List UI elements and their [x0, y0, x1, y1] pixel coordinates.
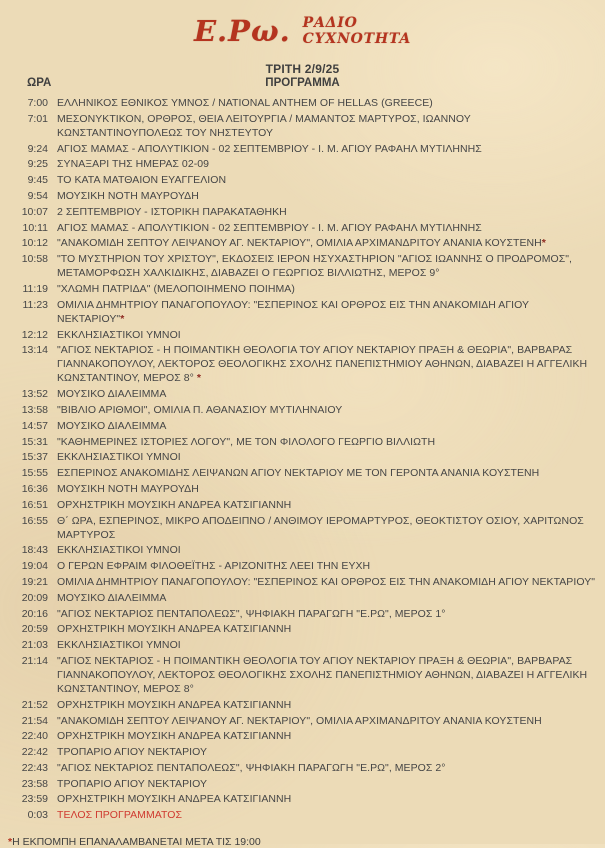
schedule-entry — [0, 792, 599, 806]
entry-description — [57, 173, 226, 187]
entry-time: 10:07 — [21, 205, 48, 218]
entry-description — [57, 808, 182, 822]
entry-time: 23:58 — [21, 777, 48, 790]
footnote-asterisk: * — [8, 836, 13, 848]
entry-text: ΣΥΝΑΞΑΡΙ ΤΗΣ ΗΜΕΡΑΣ 02-09 — [57, 158, 210, 171]
entry-text: "ΑΓΙΟΣ ΝΕΚΤΑΡΙΟΣ - Η ΠΟΙΜΑΝΤΙΚΗ ΘΕΟΛΟΓΙΑ ΤΟΥ ΑΓΙΟΥ ΝΕΚΤΑΡΙΟΥ ΠΡΑΞΗ & ΘΕΩΡΙΑ", ΒΑΡΒΑΡΑΣ ΓΙΑΝΝΑΚΟΠΟΥΛΟΥ, ΛΕΚΤΟΡΟΣ ΘΕΟΛΟΓΙΚΗΣ ΣΧΟΛΗΣ ΠΑΝΕΠΙΣΤΗΜΙΟΥ ΑΘΗΝΩΝ, ΔΙΑΒΑΖΕΙ Η ΑΓΓΕΛΙΚΗ ΚΩΝΣΤΑΝΤΙΝΟΥ, ΜΕΡΟΣ 8° — [57, 654, 588, 695]
entry-time: 22:42 — [21, 746, 48, 759]
schedule-entry — [0, 575, 599, 589]
schedule-entry — [0, 205, 599, 219]
schedule-entry — [0, 112, 599, 140]
entry-time: 22:40 — [21, 730, 48, 743]
schedule-entry — [0, 559, 599, 573]
entry-text: ΤΟ ΚΑΤΑ ΜΑΤΘΑΙΟΝ ΕΥΑΓΓΕΛΙΟΝ — [57, 174, 227, 187]
entry-description — [57, 157, 209, 171]
entry-description — [57, 189, 199, 203]
schedule-entry — [0, 543, 599, 557]
entry-time: 10:58 — [21, 253, 48, 266]
schedule-entry — [0, 142, 599, 156]
schedule-entry — [0, 252, 599, 280]
schedule-entry — [0, 387, 599, 401]
entry-text: ΜΕΣΟΝΥΚΤΙΚΟΝ, ΟΡΘΡΟΣ, ΘΕΙΑ ΛΕΙΤΟΥΡΓΙΑ / ΜΑΜΑΝΤΟΣ ΜΑΡΤΥΡΟΣ, ΙΩΑΝΝΟΥ ΚΩΝΣΤΑΝΤΙΝΟΥΠΟΛΕΩΣ ΤΟΥ ΝΗΣΤΕΥΤΟΥ — [57, 112, 471, 139]
entry-description — [57, 403, 342, 417]
station-name-line2: CYXNOTHTA — [302, 31, 412, 47]
entry-description — [57, 328, 181, 342]
entry-text: "ΧΛΩΜΗ ΠΑΤΡΙΔΑ" (ΜΕΛΟΠΟΙΗΜΕΝΟ ΠΟΙΗΜΑ) — [57, 282, 295, 295]
entry-time: 23:59 — [21, 793, 48, 806]
entry-time: 13:14 — [21, 344, 48, 357]
entry-text: Ο ΓΕΡΩΝ ΕΦΡΑΙΜ ΦΙΛΟΘΕΪΤΗΣ - ΑΡΙΖΟΝΙΤΗΣ ΛΕΕΙ ΤΗΝ ΕΥΧΗ — [57, 560, 371, 573]
entry-text: ΑΓΙΟΣ ΜΑΜΑΣ - ΑΠΟΛΥΤΙΚΙΟΝ - 02 ΣΕΠΤΕΜΒΡΙΟΥ - Ι. Μ. ΑΓΙΟΥ ΡΑΦΑΗΛ ΜΥΤΙΛΗΝΗΣ — [57, 221, 482, 234]
schedule-entry — [0, 173, 599, 187]
entry-description — [57, 142, 482, 156]
repeat-footnote — [8, 836, 605, 848]
entry-description — [57, 466, 539, 480]
entry-time: 21:54 — [21, 714, 48, 727]
entry-time: 15:37 — [21, 451, 48, 464]
entry-description — [57, 498, 291, 512]
program-date: ΤΡΙΤΗ 2/9/25 — [265, 62, 340, 76]
entry-time: 13:58 — [21, 403, 48, 416]
entry-text: ΤΡΟΠΑΡΙΟ ΑΓΙΟΥ ΝΕΚΤΑΡΙΟΥ — [57, 746, 208, 759]
entry-time: 15:31 — [21, 435, 48, 448]
station-name-line1: ΡΑΔΙΟ — [302, 15, 358, 31]
entry-time: 16:51 — [21, 498, 48, 511]
entry-description — [57, 792, 291, 806]
entry-text: ΟΡΧΗΣΤΡΙΚΗ ΜΟΥΣΙΚΗ ΑΝΔΡΕΑ ΚΑΤΣΙΓΙΑΝΝΗ — [57, 623, 292, 636]
entry-asterisk: * — [541, 237, 546, 250]
columns-header — [0, 77, 605, 93]
entry-time: 19:21 — [21, 575, 48, 588]
schedule-entry — [0, 638, 599, 652]
entry-text: "ΤΟ ΜΥΣΤΗΡΙΟΝ ΤΟΥ ΧΡΙΣΤΟΥ", ΕΚΔΟΣΕΙΣ ΙΕΡΟΝ ΗΣΥΧΑΣΤΗΡΙΟΝ "ΑΓΙΟΣ ΙΩΑΝΝΗΣ Ο ΠΡΟΔΡΟΜΟΣ", ΜΕΤΑΜΟΡΦΩΣΗ ΧΑΛΚΙΔΙΚΗΣ, ΔΙΑΒΑΖΕΙ Ο ΓΕΩΡΓΙΟΣ ΒΙΛΛΙΩΤΗΣ, ΜΕΡΟΣ 9° — [57, 253, 573, 280]
entry-text: ΜΟΥΣΙΚΗ ΝΟΤΗ ΜΑΥΡΟΥΔΗ — [57, 482, 199, 495]
entry-description — [57, 543, 181, 557]
entry-description — [57, 450, 181, 464]
entry-time: 12:12 — [21, 328, 48, 341]
entry-description — [57, 638, 181, 652]
entry-text: ΜΟΥΣΙΚΗ ΝΟΤΗ ΜΑΥΡΟΥΔΗ — [57, 189, 199, 202]
entry-time: 20:09 — [21, 591, 48, 604]
entry-text: ΕΣΠΕΡΙΝΟΣ ΑΝΑΚΟΜΙΔΗΣ ΛΕΙΨΑΝΩΝ ΑΓΙΟΥ ΝΕΚΤΑΡΙΟΥ ΜΕ ΤΟΝ ΓΕΡΟΝΤΑ ΑΝΑΝΙΑ ΚΟΥΣΤΕΝΗ — [57, 467, 540, 480]
schedule-entry — [0, 189, 599, 203]
station-logo-script: Ε.Ρω. — [193, 14, 291, 48]
entry-time: 14:57 — [21, 419, 48, 432]
schedule-entry — [0, 466, 599, 480]
entry-text: ΟΜΙΛΙΑ ΔΗΜΗΤΡΙΟΥ ΠΑΝΑΓΟΠΟΥΛΟΥ: "ΕΣΠΕΡΙΝΟΣ ΚΑΙ ΟΡΘΡΟΣ ΕΙΣ ΤΗΝ ΑΝΑΚΟΜΙΔΗ ΑΓΙΟΥ ΝΕΚΤΑΡΙΟΥ" — [57, 575, 596, 588]
entry-text: "ΑΝΑΚΟΜΙΔΗ ΣΕΠΤΟΥ ΛΕΙΨΑΝΟΥ ΑΓ. ΝΕΚΤΑΡΙΟΥ", ΟΜΙΛΙΑ ΑΡΧΙΜΑΝΔΡΙΤΟΥ ΑΝΑΝΙΑ ΚΟΥΣΤΕΝΗ — [57, 237, 542, 250]
entry-time: 0:03 — [27, 809, 48, 822]
entry-description — [57, 575, 595, 589]
schedule-list — [0, 96, 605, 822]
entry-description — [57, 236, 546, 250]
schedule-entry — [0, 221, 599, 235]
entry-time: 19:04 — [21, 560, 48, 573]
entry-text: "ΑΝΑΚΟΜΙΔΗ ΣΕΠΤΟΥ ΛΕΙΨΑΝΟΥ ΑΓ. ΝΕΚΤΑΡΙΟΥ", ΟΜΙΛΙΑ ΑΡΧΙΜΑΝΔΡΙΤΟΥ ΑΝΑΝΙΑ ΚΟΥΣΤΕΝΗ — [57, 714, 542, 727]
schedule-entry — [0, 698, 599, 712]
entry-description — [57, 729, 291, 743]
entry-description — [57, 205, 287, 219]
entry-text: ΟΡΧΗΣΤΡΙΚΗ ΜΟΥΣΙΚΗ ΑΝΔΡΕΑ ΚΑΤΣΙΓΙΑΝΝΗ — [57, 698, 292, 711]
entry-text: ΕΚΚΛΗΣΙΑΣΤΙΚΟΙ ΥΜΝΟΙ — [57, 544, 181, 557]
entry-time: 9:54 — [27, 189, 48, 202]
schedule-entry — [0, 157, 599, 171]
station-logo — [0, 12, 605, 58]
schedule-entry — [0, 622, 599, 636]
entry-text: ΜΟΥΣΙΚΟ ΔΙΑΛΕΙΜΜΑ — [57, 388, 167, 401]
entry-description — [57, 96, 433, 110]
entry-time: 21:03 — [21, 639, 48, 652]
entry-description — [57, 435, 435, 449]
entry-time: 20:59 — [21, 623, 48, 636]
schedule-entry — [0, 236, 599, 250]
entry-description — [57, 622, 291, 636]
entry-text: "ΑΓΙΟΣ ΝΕΚΤΑΡΙΟΣ ΠΕΝΤΑΠΟΛΕΩΣ", ΨΗΦΙΑΚΗ ΠΑΡΑΓΩΓΗ "Ε.ΡΩ", ΜΕΡΟΣ 1° — [57, 607, 446, 620]
entry-time: 7:01 — [27, 112, 48, 125]
entry-text: ΟΡΧΗΣΤΡΙΚΗ ΜΟΥΣΙΚΗ ΑΝΔΡΕΑ ΚΑΤΣΙΓΙΑΝΝΗ — [57, 793, 292, 806]
entry-description — [57, 112, 599, 140]
schedule-entry — [0, 419, 599, 433]
entry-text: "ΑΓΙΟΣ ΝΕΚΤΑΡΙΟΣ ΠΕΝΤΑΠΟΛΕΩΣ", ΨΗΦΙΑΚΗ ΠΑΡΑΓΩΓΗ "Ε.ΡΩ", ΜΕΡΟΣ 2° — [57, 761, 446, 774]
schedule-entry — [0, 343, 599, 385]
schedule-entry — [0, 808, 599, 822]
entry-description — [57, 482, 199, 496]
schedule-entry — [0, 607, 599, 621]
hour-column-header: ΩΡΑ — [27, 77, 52, 89]
entry-text: "ΑΓΙΟΣ ΝΕΚΤΑΡΙΟΣ - Η ΠΟΙΜΑΝΤΙΚΗ ΘΕΟΛΟΓΙΑ ΤΟΥ ΑΓΙΟΥ ΝΕΚΤΑΡΙΟΥ ΠΡΑΞΗ & ΘΕΩΡΙΑ", ΒΑΡΒΑΡΑΣ ΓΙΑΝΝΑΚΟΠΟΥΛΟΥ, ΛΕΚΤΟΡΟΣ ΘΕΟΛΟΓΙΚΗΣ ΣΧΟΛΗΣ ΠΑΝΕΠΙΣΤΗΜΙΟΥ ΑΘΗΝΩΝ, ΔΙΑΒΑΖΕΙ Η ΑΓΓΕΛΙΚΗ ΚΩΝΣΤΑΝΤΙΝΟΥ, ΜΕΡΟΣ 8° — [57, 344, 588, 385]
entry-description — [57, 252, 599, 280]
entry-text: ΟΡΧΗΣΤΡΙΚΗ ΜΟΥΣΙΚΗ ΑΝΔΡΕΑ ΚΑΤΣΙΓΙΑΝΝΗ — [57, 498, 292, 511]
entry-description — [57, 591, 166, 605]
schedule-entry — [0, 714, 599, 728]
entry-time: 16:36 — [21, 482, 48, 495]
schedule-entry — [0, 654, 599, 696]
entry-time: 9:24 — [27, 142, 48, 155]
entry-time: 20:16 — [21, 607, 48, 620]
schedule-entry — [0, 282, 599, 296]
entry-text: ΟΜΙΛΙΑ ΔΗΜΗΤΡΙΟΥ ΠΑΝΑΓΟΠΟΥΛΟΥ: "ΕΣΠΕΡΙΝΟΣ ΚΑΙ ΟΡΘΡΟΣ ΕΙΣ ΤΗΝ ΑΝΑΚΟΜΙΔΗ ΑΓΙΟΥ ΝΕΚΤΑΡΙΟΥ" — [57, 298, 529, 325]
entry-text: ΕΚΚΛΗΣΙΑΣΤΙΚΟΙ ΥΜΝΟΙ — [57, 639, 181, 652]
entry-time: 21:14 — [21, 654, 48, 667]
entry-description — [57, 298, 599, 326]
entry-text: "ΒΙΒΛΙΟ ΑΡΙΘΜΟΙ", ΟΜΙΛΙΑ Π. ΑΘΑΝΑΣΙΟΥ ΜΥΤΙΛΗΝΑΙΟΥ — [57, 403, 343, 416]
schedule-entry — [0, 761, 599, 775]
entry-description — [57, 514, 599, 542]
entry-time: 22:43 — [21, 761, 48, 774]
entry-text: ΤΡΟΠΑΡΙΟ ΑΓΙΟΥ ΝΕΚΤΑΡΙΟΥ — [57, 777, 208, 790]
entry-description — [57, 761, 446, 775]
entry-text: ΕΚΚΛΗΣΙΑΣΤΙΚΟΙ ΥΜΝΟΙ — [57, 328, 181, 341]
entry-description — [57, 387, 166, 401]
entry-time: 15:55 — [21, 467, 48, 480]
entry-time: 9:25 — [27, 158, 48, 171]
entry-text: ΜΟΥΣΙΚΟ ΔΙΑΛΕΙΜΜΑ — [57, 419, 167, 432]
entry-description — [57, 714, 542, 728]
schedule-entry — [0, 403, 599, 417]
schedule-entry — [0, 450, 599, 464]
schedule-entry — [0, 482, 599, 496]
schedule-entry — [0, 591, 599, 605]
entry-asterisk: * — [193, 372, 201, 385]
footnote-text: Η ΕΚΠΟΜΠΗ ΕΠΑΝΑΛΑΜΒΑΝΕΤΑΙ ΜΕΤΑ ΤΙΣ 19:00 — [12, 836, 261, 848]
entry-description — [57, 343, 599, 385]
entry-time: 9:45 — [27, 174, 48, 187]
entry-description — [57, 221, 482, 235]
entry-description — [57, 698, 291, 712]
entry-time: 16:55 — [21, 514, 48, 527]
entry-text: ΤΕΛΟΣ ΠΡΟΓΡΑΜΜΑΤΟΣ — [57, 809, 183, 822]
schedule-entry — [0, 777, 599, 791]
station-name — [303, 12, 411, 47]
entry-text: ΟΡΧΗΣΤΡΙΚΗ ΜΟΥΣΙΚΗ ΑΝΔΡΕΑ ΚΑΤΣΙΓΙΑΝΝΗ — [57, 730, 292, 743]
entry-description — [57, 559, 370, 573]
entry-text: "ΚΑΘΗΜΕΡΙΝΕΣ ΙΣΤΟΡΙΕΣ ΛΟΓΟΥ", ΜΕ ΤΟΝ ΦΙΛΟΛΟΓΟ ΓΕΩΡΓΙΟ ΒΙΛΛΙΩΤΗ — [57, 435, 436, 448]
entry-description — [57, 607, 446, 621]
entry-text: 2 ΣΕΠΤΕΜΒΡΙΟΥ - ΙΣΤΟΡΙΚΗ ΠΑΡΑΚΑΤΑΘΗΚΗ — [57, 205, 287, 218]
schedule-entry — [0, 745, 599, 759]
entry-text: ΜΟΥΣΙΚΟ ΔΙΑΛΕΙΜΜΑ — [57, 591, 167, 604]
entry-description — [57, 654, 599, 696]
entry-time: 18:43 — [21, 544, 48, 557]
entry-time: 21:52 — [21, 698, 48, 711]
schedule-entry — [0, 729, 599, 743]
entry-description — [57, 282, 295, 296]
entry-text: Θ΄ ΩΡΑ, ΕΣΠΕΡΙΝΟΣ, ΜΙΚΡΟ ΑΠΟΔΕΙΠΝΟ / ΑΝΘΙΜΟΥ ΙΕΡΟΜΑΡΤΥΡΟΣ, ΘΕΟΚΤΙΣΤΟΥ ΟΣΙΟΥ, ΧΑΡΙΤΩΝΟΣ ΜΑΡΤΥΡΟΣ — [57, 514, 584, 541]
entry-asterisk: * — [120, 312, 125, 325]
schedule-entry — [0, 96, 599, 110]
entry-time: 11:23 — [22, 298, 48, 311]
entry-time: 10:12 — [21, 237, 48, 250]
schedule-entry — [0, 514, 599, 542]
entry-time: 11:19 — [22, 282, 48, 295]
schedule-entry — [0, 435, 599, 449]
schedule-entry — [0, 498, 599, 512]
entry-description — [57, 419, 166, 433]
entry-text: ΕΛΛΗΝΙΚΟΣ ΕΘΝΙΚΟΣ ΥΜΝΟΣ / NATIONAL ANTHEM OF HELLAS (GREECE) — [57, 97, 433, 109]
entry-text: ΕΚΚΛΗΣΙΑΣΤΙΚΟΙ ΥΜΝΟΙ — [57, 451, 181, 464]
schedule-entry — [0, 328, 599, 342]
entry-text: ΑΓΙΟΣ ΜΑΜΑΣ - ΑΠΟΛΥΤΙΚΙΟΝ - 02 ΣΕΠΤΕΜΒΡΙΟΥ - Ι. Μ. ΑΓΙΟΥ ΡΑΦΑΗΛ ΜΥΤΙΛΗΝΗΣ — [57, 142, 482, 155]
entry-time: 7:00 — [27, 97, 48, 109]
entry-description — [57, 745, 207, 759]
program-title: ΠΡΟΓΡΑΜΜΑ — [265, 77, 340, 89]
entry-description — [57, 777, 207, 791]
entry-time: 10:11 — [22, 221, 48, 234]
schedule-entry — [0, 298, 599, 326]
entry-time: 13:52 — [21, 388, 48, 401]
